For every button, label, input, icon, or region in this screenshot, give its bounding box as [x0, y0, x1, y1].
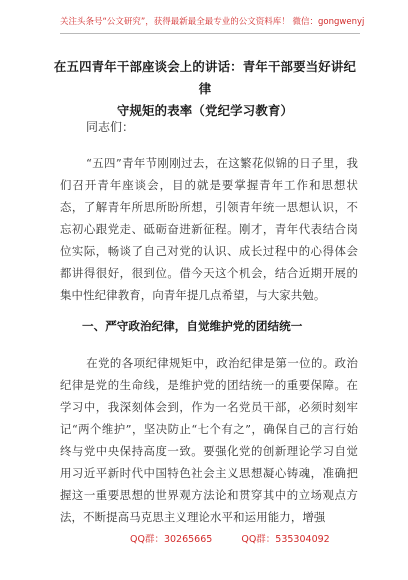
title-line-2: 守规矩的表率（党纪学习教育）: [116, 103, 294, 118]
title-line-1: 在五四青年干部座谈会上的讲话：青年干部要当好讲纪律: [53, 59, 357, 96]
paragraph-2-text: 在党的各项纪律规矩中，政治纪律是第一位的。政治纪律是党的生命线，是维护党的团结统一的重要保障。在学习中，我深刻体会到，作为一名党员干部，必须时刻牢记“两个维护”，坚决防止“七个有之”，确保自己的言行始终与党中央保持高度一致。要强化党的创新理论学习自觉用习近平新时代中国特色社会主义思想凝心铸魂，准确把握这一重要思想的世界观方法论和贯穿其中的立场观点方法，不断提高马克思主义理论水平和运用能力，增强: [60, 356, 358, 524]
footer-contact: [130, 532, 330, 548]
body-paragraph-1: [60, 152, 358, 306]
document-title: [52, 56, 358, 122]
header-divider: [60, 33, 360, 34]
section-heading-1: 一、严守政治纪律，自觉维护党的团结统一: [82, 319, 303, 333]
footer-qq-group-2: QQ群：535304092: [241, 534, 330, 545]
paragraph-1-text: “五四”青年节刚刚过去，在这繁花似锦的日子里，我们召开青年座谈会，目的就是要掌握青年工作和思想状态，了解青年所思所盼所想，引领青年统一思想认识，不忘初心跟党走、砥砺奋进新征程。刚才，青年代表结合岗位实际，畅谈了自己对党的认识、成长过程中的心得体会都讲得很好，很到位。借今天这个机会，结合近期开展的集中性纪律教育，向青年提几点希望，与大家共勉。: [60, 156, 358, 302]
greeting: 同志们：: [86, 120, 135, 134]
header-banner: 关注头条号“公文研究”，获得最新最全最专业的公文资料库！ 微信：gongwenyj: [60, 17, 365, 27]
footer-qq-group-1: QQ群：30265665: [130, 534, 213, 545]
body-paragraph-2: [60, 352, 358, 528]
